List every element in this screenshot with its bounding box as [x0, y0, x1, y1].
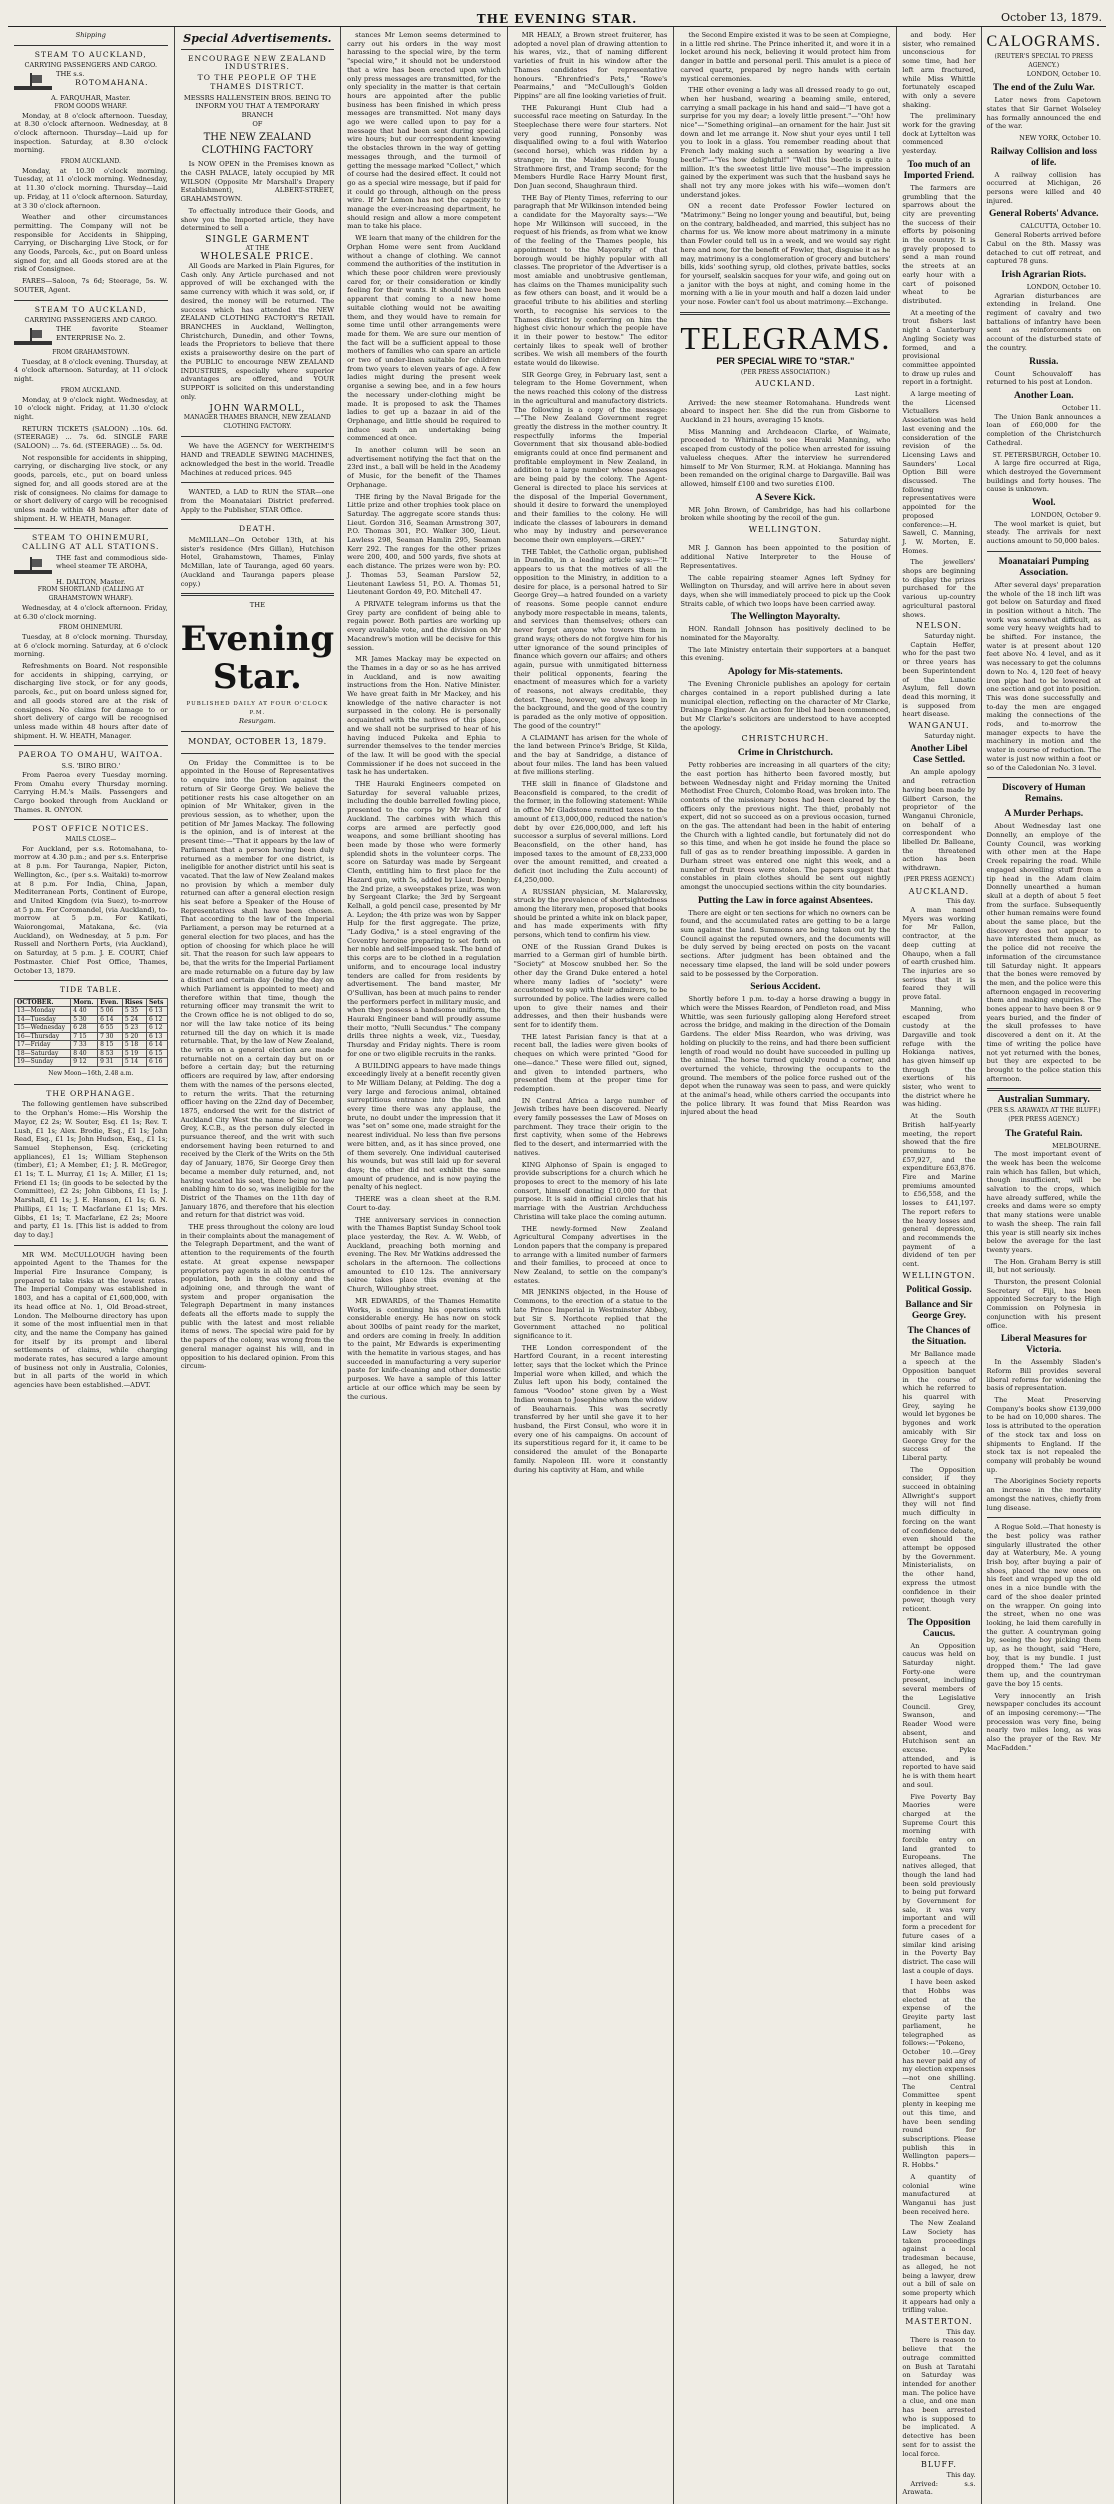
subcolumn-telegrams — [897, 27, 981, 2504]
headline: A Severe Kick. — [755, 492, 816, 503]
ship-ad-4-title: PAEROA TO OMAHU, WAITOA. — [18, 750, 164, 760]
news-paragraph: The Aborigines Society reports an increase in the mortality amongst the natives, chiefly from lung disease. — [986, 1477, 1101, 1512]
single-garment: SINGLE GARMENT — [205, 234, 310, 245]
headline: Ballance and Sir George Grey. — [905, 1299, 973, 1321]
tide-cell: 7 33 — [71, 1041, 98, 1050]
headline: The end of the Zulu War. — [992, 83, 1095, 94]
news-paragraph: THE Pakurangi Hunt Club had a successful race meeting on Saturday. In the Steeplechase there were four starters. Not very good running, Ponsonby was disqualified owing to a foul with Waterloo (second horse), which was ridden by a stranger; in the Maiden Hurdle Young Strathmore first, and Tramp second; for the Members Hurdle Race Harry Mount first, Don Juan second, Shaughraun third. — [513, 103, 668, 190]
telegram-text: Petty robberies are increasing in all quarters of the city; the east portion has hitherto been favored mostly, but between Wednesday night and Friday morning the United Methodist Free Church, Colombo Road, was broken into. The contents of the missionary boxes had been cleared by the officers only the previous night. The thief, probably not expert, did not so succeed as on a previous occasion, turned on the gas. The attendant had been in the habit of entering the Church with a lighted candle, but fortunately did not do so this time, and when he got inside he found the place so full of gas as to render breathing impossible. A garden in Durham street was entered one night this week, and a number of fruit trees were stolen. The papers suggest that constables in plain clothes should be sent out nightly amongst the unoccupied sections within the city boundaries. — [680, 761, 891, 891]
telegram-text: The New Zealand Law Society has taken proceedings against a local tradesman because, as alleged, he not being a lawyer, drew out a bill of sale on some property which it appears had only a trifling value. — [902, 2219, 976, 2315]
ship-ad-1-note: Weather and other circumstances permitting. The Company will not be responsible for Accidents in Shipping, Carrying, or Discharging Live Stock, or for any Goods, Parcels, &c., put on Board unless signed for, and all Goods stored are at the risk of Consignee. — [14, 213, 168, 274]
tide-cell: 5 19 — [122, 1049, 146, 1058]
tide-row — [15, 1049, 168, 1058]
factory-body: Is NOW OPEN in the Premises known as the CASH PALACE, lately occupied by MR WILSON (Opposite Mr Marshall's Drapery Establishment), ALBERT-STREET, GRAHAMSTOWN. — [180, 160, 335, 204]
ship-ad-2-sub: CARRYING PASSENGERS AND CARGO. — [24, 316, 158, 325]
cable-text: Later news from Capetown states that Sir Garnet Wolseley has formally announced the end of the war. — [986, 96, 1101, 131]
telegram-text: HON. Randall Johnson has positively declined to be nominated for the Mayoralty. — [680, 625, 891, 643]
headline: Crime in Christchurch. — [737, 748, 833, 759]
death-notice: McMILLAN—On October 13th, at his sister's residence (Mrs Gillan), Hutchison Hotel, Grahamstown, Thames, Finlay McMillan, late of Tauranga, aged 60 years. (Auckland and Tauranga papers please copy.) — [180, 536, 335, 588]
news-paragraph: A PRIVATE telegram informs us that the Grey party are confident of being able to regain power. Both parties are working up every available vote, and the division on Mr Macandrew's motion will be decisive for this session. — [347, 600, 501, 652]
headline: Putting the Law in force against Absentees. — [697, 895, 873, 906]
death-title: DEATH. — [238, 524, 276, 534]
editorial-grey-petition: On Friday the Committee is to be appointed in the House of Representatives to enquire into the petition against the return of Sir George Grey. We believe the petitioner rests his case altogether on an opinion of Mr Whitaker, given in the previous session, as to whether, upon the petition of Mr James Mackay. The following is the opinion, and is of interest at the present time:—"That it appears by the law of Parliament that a person having been duly returned as a member for one district, is ineligible for another district until his seat is vacated. That the law of New Zealand makes no provision by which a member duly returned can after a general election resign his seat before a Speaker of the House of Representatives shall have been chosen. That according to the law of the Imperial Parliament, a person may be returned at a general election for two places, and has the option of choosing for which place he will sit. That the reason for such law appears to be, that the writs for the Imperial Parliament are made returnable on a future day by law a distinct and certain day (being the day on which Parliament is appointed to meet) and therefore within that time, though the returning officer may transmit the writ to the Crown office he is not obliged to do so, nor will the law take notice of its being returned till the day on which it is made returnable. That, by the law of New Zealand, the writs on a general election are made returnable not on a certain day but on or before a certain day; but the returning officers are required by law, after endorsing them with the names of the persons elected, to return the writs. That the returning officer having on the 22nd day of December, 1875, endorsed the writ for the district of Auckland City West the name of Sir George Grey, K.C.B., as the person duly elected in pursuance thereof, and the writ with such endorsement having been returned to and received by the Clerk of the Writs on the 5th day of January, 1876, Sir George Grey then became a member duly returned, and, not having vacated his seat, there being no law enabling him to do so, was ineligible for the District of the Thames on the 11th day of January 1876, and therefore that his election and return for that district was void. — [180, 758, 335, 1220]
telegram-text: A quantity of colonial wine manufactured at Wanganui has just been received here. — [902, 2172, 976, 2216]
dateline-auckland: AUCKLAND. — [908, 886, 970, 896]
tide-cell: 6 28 — [71, 1024, 98, 1033]
published-line: PUBLISHED DAILY AT FOUR O'CLOCK P.M. — [186, 700, 329, 716]
encourage-sub: TO THE PEOPLE OF THE THAMES DISTRICT. — [197, 73, 318, 91]
news-paragraph: THE London correspondent of the Hartford Courant, in a recent interesting letter, says that the locket which the Prince Imperial wore when killed, and which the Zulus left upon his body, contained the famous "Voodoo" stone given by a West Indian woman to Josephine whom the widow of Beauharnais. This was secretly transferred by her until she gave it to her husband, the First Consul, who wore it in every one of his campaigns. On account of its superstitious regard for it, it came to be considered the amulet of the Bonaparte family. Napoleon III. wore it constantly during his captivity at Ham, and while — [513, 1343, 668, 1474]
steamship-icon — [14, 327, 52, 347]
dateline-new-york: NEW YORK, October 10. — [1019, 133, 1101, 142]
column-shipping — [8, 27, 175, 2504]
ship-ad-2-from-1: FROM GRAHAMSTOWN. — [52, 348, 130, 356]
press-association: (PER PRESS ASSOCIATION.) — [740, 368, 830, 376]
per-arawata: (PER S.S. ARAWATA AT THE BLUFF.) — [986, 1107, 1101, 1115]
post-office-sub: MAILS CLOSE— — [65, 836, 117, 844]
ship-ad-2-title: STEAM TO AUCKLAND, — [34, 304, 147, 314]
tide-cell: 19—Sunday — [15, 1058, 71, 1067]
telegram-text: Mr Ballance made a speech at the Opposition banquet in the course of which he referred to his quarrel with Grey, saying he would let bygones be bygones and work amicably with Sir George Grey for the success of the Liberal party. — [902, 1349, 976, 1462]
tide-cell: 13—Monday — [15, 1007, 71, 1016]
ship-ad-2-schedule-1: Tuesday, at 8 o'clock evening. Thursday, at 4 o'clock afternoon. Saturday, at 11 o'clock night. — [14, 357, 168, 384]
dateline-auckland: AUCKLAND. — [755, 379, 816, 389]
subcolumn-cables — [982, 27, 1106, 2504]
dateline-wellington: WELLINGTON. — [748, 525, 822, 535]
column-advertisements — [175, 27, 342, 2504]
steamship-icon — [14, 556, 52, 576]
tide-header-cell: OCTOBER. — [15, 998, 71, 1007]
wanted-ad: WANTED, a LAD to RUN the STAR—one from the Moanataiari District preferred. Apply to the Publisher, STAR Office. — [180, 488, 335, 514]
tide-cell: 7 30 — [98, 1032, 123, 1041]
orphanage-title: THE ORPHANAGE. — [46, 1088, 136, 1098]
headline: Another Libel Case Settled. — [910, 744, 968, 766]
paper-name: Evening Star. — [180, 618, 335, 697]
telegram-text: Five Poverty Bay Maories were charged at the Supreme Court this morning with forcible entry on land granted to Europeans. The natives alleged, that though the land had been sold previously to being put forward by Government for sale, it was very important and will form a precedent for future cases of a similar kind arising in the Poverty Bay district. The case will last a couple of days. — [902, 1792, 976, 1975]
tide-header-cell: Rises — [122, 998, 146, 1007]
telegram-text: I have been asked that Hobbs was elected at the expense of the Greyite party last parliament, he telegraphed as follows:—"Pokeno, October 10.—Grey has never paid any of my election expenses—not one shilling. The Central Committee spent plenty in keeping me out this time, and have been sending round for subscriptions. Please publish this in Wellington papers—R. Hobbs." — [902, 1978, 976, 2170]
ship-ad-3-title: STEAM TO OHINEMURI, CALLING AT ALL STATIONS. — [22, 533, 160, 552]
ship-ad-1-schedule-1: Monday, at 8 o'clock afternoon. Tuesday, at 8.30 o'clock afternoon. Wednesday, at 8 o'clock afternoon. Thursday—Laid up for inspection. Saturday, at 8.30 o'clock morning. — [14, 111, 168, 155]
steamship-icon — [14, 72, 52, 92]
column-telegrams — [674, 27, 897, 2504]
news-paragraph: MR James Mackay may be expected on the Thames in a day or so as he has arrived in Auckland, and is now awaiting instructions from the Hon. Native Minister. We have great faith in Mr Mackey, and his knowledge of the native character is not surpassed in the colony. He is personally acquainted with the natives of this place, and we shall not be surprised to hear of his having induced Pukeka and Ephia to surrender themselves to the tender mercies of the law. It will be good with the special Commissioner if he does not succeed in the task he has undertaken. — [347, 655, 501, 777]
headline: General Roberts' Advance. — [989, 209, 1099, 220]
cable-text: The Union Bank announces a loan of £60,000 for the completion of the Christchurch Cathedral. — [986, 412, 1101, 447]
australian-summary-heading: Australian Summary. — [997, 1094, 1090, 1106]
headline: The Opposition Caucus. — [907, 1617, 971, 1639]
telegram-text: The Evening Chronicle publishes an apology for certain charges contained in a report published during a late municipal election, reflecting on the character of Mr Clarke, Drainage Engineer. An action for libel had been commenced, but Mr Clarke's solicitors are understood to have accepted the apology. — [680, 680, 891, 732]
special-wire-heading: PER SPECIAL WIRE TO "STAR." — [716, 355, 855, 366]
dateline-masterton: MASTERTON. — [905, 2317, 973, 2327]
news-paragraph: The Meat Preserving Company's books show £139,000 to be had on 10,000 shares. The loss is attributed to the operation of the stock tax and loss on shipments to England. If the stock tax is not repealed the company will probably be wound up. — [986, 1396, 1101, 1474]
tide-cell: 6 13 — [147, 1032, 168, 1041]
press-agency: (PER PRESS AGENCY.) — [1008, 1115, 1080, 1123]
paper-the: THE — [249, 601, 265, 610]
ship-ad-3-note: Refreshments on Board. Not responsible for accidents in shipping, carrying, or discharging live stock, or for any goods, parcels, &c., put on board unless signed for, and all goods stored are at the risk of consignees. No claims for damage to or short delivery of cargo will be recognised unless made within 48 hours after date of shipment. H. W. HEATH, Manager. — [14, 662, 168, 740]
tide-cell: 16—Thursday — [15, 1032, 71, 1041]
tide-row — [15, 1007, 168, 1016]
dateline-date: October 11. — [1061, 403, 1101, 412]
dateline-time: Last night. — [854, 389, 891, 398]
tide-table — [14, 998, 168, 1067]
news-paragraph: THE skill in finance of Gladstone and Beaconsfield is compared, to the credit of the former, in the following statement: While in office Mr Gladstone remitted taxes to the amount of £13,000,000, reduced the nation's debt by over £26,000,000, and left his successor a surplus of several millions. Lord Beaconsfield, on the other hand, has imposed taxes to the amount of £8,233,000 over the amount remitted, and created a deficit (not including the Zulu account) of £4,250,000. — [513, 780, 668, 884]
tide-header-cell: Sets — [147, 998, 168, 1007]
tide-header-cell: Even. — [98, 998, 123, 1007]
ship-ad-1-schedule-2: Monday, at 10.30 o'clock morning. Tuesday, at 11 o'clock morning. Wednesday, at 11.30 o'clock morning. Thursday—Laid up. Friday, at 11 o'clock afternoon. Saturday, at 3 30 o'clock afternoon. — [14, 166, 168, 210]
tide-cell: 6 14 — [98, 1015, 123, 1024]
tide-cell: 17—Friday — [15, 1041, 71, 1050]
tide-row — [15, 1024, 168, 1033]
tide-cell: 6 12 — [147, 1015, 168, 1024]
tide-cell: 5 18 — [122, 1041, 146, 1050]
tide-cell: 5 06 — [98, 1007, 123, 1016]
telegram-text: The farmers are grumbling that the sparrows about the city are preventing the success of their efforts by poisoning in the country. It is gravely proposed to send a man round the streets at an early hour with a cart of poisoned wheat to be distributed. — [902, 183, 976, 305]
dateline-london: LONDON, October 10. — [1026, 70, 1101, 79]
dateline-nelson: NELSON. — [915, 621, 963, 631]
news-paragraph: stances Mr Lemon seems determined to carry out his orders in the way most harassing to the special wire, by the term "special wire," it should not be understood that a wire has been erected upon which only press messages are transmitted, for the only speciality in the matter is that certain hours are appointed after the public business has been finished in which press messages are transmitted. Not many days ago we were called upon to pay for a message that had been sent during special wire hours; but our correspondent knowing the obstacles thrown in the way of getting messages through, and the turmoil of getting the message marked "Collect," which of course had the desired effect. It could not go as a special wire message, but if paid for it could go through, although on the press wire. If Mr Lemon has not the capacity to manage the ever-increasing department, he should resign and allow a more competent man to take his place. — [347, 31, 501, 231]
insurance-notice: MR WM. McCULLOUGH having been appointed Agent to the Thames for the Imperial Fire Insurance Company, is prepared to take risks at the lowest rates. The Imperial Company was established in 1803, and has a capital of £1,600,000, with its head office at No. 1, Old Broad-street, London. The Melbourne directory has upon it some of the most influential men in that city, and the name the Company has gained for itself by its prompt and liberal settlements of claims, while charging moderate rates, has secured a large amount of business not only in Australia, Colonies, but in all parts of the world in which agencies have been established.—ADVT. — [14, 1250, 168, 1390]
tide-cell: 6 55 — [98, 1024, 123, 1033]
news-paragraph: A RUSSIAN physician, M. Malarevsky, struck by the prevalence of shortsightedness among the literary men, proposed that books should be printed a white ink on black paper, and has made experiments with fifty persons, which tend to confirm his view. — [513, 887, 668, 940]
tide-cell: 9 31 — [98, 1058, 123, 1067]
telegrams-heading: TELEGRAMS. — [680, 319, 891, 356]
dateline-time: Saturday night. — [924, 731, 976, 740]
dateline-bluff: BLUFF. — [920, 2460, 957, 2470]
telegram-text: MR John Brown, of Cambridge, has had his collarbone broken while shooting by the recoil of the gun. — [680, 505, 891, 523]
dateline-calcutta: CALCUTTA, October 10. — [1020, 222, 1101, 231]
telegram-text: Arrived: s.s. Arawata. — [902, 2479, 976, 2497]
headline: Moanataiari Pumping Association. — [998, 556, 1089, 578]
news-paragraph: In the Assembly Sladen's Reform Bill provides several liberal reforms for widening the basis of representation. — [986, 1358, 1101, 1393]
tide-row — [15, 1015, 168, 1024]
tide-cell: 14—Tuesday — [15, 1015, 71, 1024]
special-ads-heading: Special Advertisements. — [183, 32, 332, 45]
tide-cell: 9 12 — [71, 1058, 98, 1067]
headline: Liberal Measures for Victoria. — [1000, 1334, 1087, 1356]
telegram-text: Captain Heffer, who for the past two or three years has been Superintendent of the Lunatic Asylum, fell down dead this morning, it is supposed from heart disease. — [902, 640, 976, 719]
news-paragraph: THE Hauraki Engineers competed on Saturday for several valuable prizes, including the double barrelled fowling piece, presented to the corps by Mr Hazard of Auckland. The carbines with which this corps are armed are perfectly good weapons, and some brilliant shooting has been made by those who were formerly splendid shots in the volunteer corps. The score on Saturday was made by Sergeant Clenth, entitling him to first place for the Hazard gun, with 5s, added by Lieut. Denby; the 2nd prize, a sweepstakes prize, was won by Sergeant Clarke; the 3rd by Sergeant Kelhall, a gold pencil case, presented by Mr A. Leydon; the 4th prize was won by Sapper Hulp for the first aggregate. The prize, "Lady Godiva," is a steel engraving of the Coventry heroine preparing to set forth on her noble and self-imposed task. The band of this corps are to be clothed in a regulation uniform, and to encourage local industry tenders are called for from residents by advertisement. The band master, Mr O'Sullivan, has been at much pains to render the performers perfect in military music, and when they possess a handsome uniform, the Hauraki Engineer band will proudly assume their motto, "Nulli Secundus." The company drills three nights a week, viz., Tuesday, Thursday and Friday nights. There is room for one or two eligible recruits in the ranks. — [347, 780, 501, 1058]
news-paragraph: MR EDWARDS, of the Thames Hematite Works, is continuing his operations with considerable energy. He has now on stock about 300lbs of paint ready for the market, and orders are coming in freely. In addition to the paint, Mr Edwards is experimenting with the hematite in various stages, and has succeeded in manufacturing a very superior paste for knife-cleaning and other domestic purposes. We have a sample of this latter article at our office which may be seen by the curious. — [347, 1296, 501, 1401]
ship-ad-1-sub: CARRYING PASSENGERS AND CARGO. — [24, 61, 158, 70]
news-paragraph: Very innocently an Irish newspaper concludes its account of an imposing ceremony:—"The procession was very fine, being nearly two miles long, as was also the prayer of the Rev. Mr MacFadden." — [986, 1691, 1101, 1752]
telegram-text: The preliminary work for the graving dock at Lyttelton was commenced yesterday. — [902, 112, 976, 156]
ship-ad-1-fares: FARES—Saloon, 7s 6d; Steerage, 5s. W. SOUTER, Agent. — [14, 277, 168, 294]
tide-cell: 18—Saturday — [15, 1049, 71, 1058]
masthead — [8, 6, 1106, 27]
ship-ad-3-schedule-2: Tuesday, at 8 o'clock morning. Thursday, at 6 o'clock morning. Saturday, at 6 o'clock morning. — [14, 632, 168, 659]
ship-ad-2-note: Not responsible for accidents in shipping, carrying, or discharging live stock, or any goods, parcels, etc., put on board unless signed for, and all goods stored are at the risk of consignees. No claims for damage to or short delivery of cargo will be recognised unless made within 48 hours after date of shipment. H. W. HEATH, Manager. — [14, 453, 168, 523]
dateline-wanganui: WANGANUI. — [908, 721, 970, 731]
telegram-text: Shortly before 1 p.m. to-day a horse drawing a buggy in which were the Misses Reardon, of Pendleton road, and Miss Whittle, was seen furiously galloping along Hereford street across the bridge, and making in the direction of the Domain Gardens. The elder Miss Reardon, who was driving, was holding on pluckily to the reins, and had there been sufficient length of road would no doubt have succeeded in pulling up the animal. The horse turned quickly round a corner, and overturned the vehicle, throwing the occupants to the ground. The members of the police force rushed out of the depot when the runaway was seen to pass, and were quickly at the animal's head, while others carried the occupants into the police library. It was found that Miss Reardon was injured about the head — [680, 995, 891, 1117]
tide-cell: 6 16 — [147, 1058, 168, 1067]
telegram-text: There is reason to believe that the outrage committed on Bush at Taratahi on Saturday was intended for another man. The police have a clue, and one man has been arrested who is supposed to be implicated. A detective has been sent for to assist the local force. — [902, 2336, 976, 2458]
manager-name: JOHN WARMOLL, — [209, 404, 306, 415]
encourage-body: MESSRS HALLENSTEIN BROS. BEING TO INFORM YOU THAT A TEMPORARY BRANCH — [183, 93, 331, 119]
news-paragraph: A CLAIMANT has arisen for the whole of the land between Prince's Bridge, St Kilda, and the bay at Sandridge, a distance of about four miles. The land has been valued at five millions sterling. — [513, 733, 668, 777]
headline: The Wellington Mayoralty. — [730, 612, 841, 623]
headline: Political Gossip. — [906, 1284, 972, 1295]
dateline-time: This day. — [946, 897, 976, 906]
news-paragraph: WE learn that many of the children for the Orphan Home were sent from Auckland without a change of clothing. We cannot commend the authorities of the institution in which these poor children were previously cared for, or their consideration or kindly feeling for their wants. It should have been apparent that coming to a new home suitable clothing would not be awaiting them, and they would have to remain for some time until other arrangements were made for them. We are sure our mention of the fact will be a sufficient appeal to those mothers of families who can spare an article or two of under-linen suitable for children from two years to eleven years of age. A few ladies might during the present week organise a sewing bee, and in a few hours the necessary under-clothing might be made. It is proposed to ask the Thames ladies to get up a bazaar in aid of the Orphanage, and little should be required to induce such an undertaking being commenced at once. — [347, 234, 501, 443]
telegram-text: Manning, who escaped from custody at the Dargaville and took refuge with the Hokianga natives, has given himself up through the exertions of his sister, who went to the district where he was hiding. — [902, 1004, 976, 1109]
tide-row — [15, 1032, 168, 1041]
shipping-heading: Shipping — [75, 31, 106, 39]
news-paragraph: About Wednesday last one Donnelly, an employe of the County Council, was working with other men at the Hape Creek repairing the road. While engaged shovelling stuff from a tip head in the Adam claim Donnelly unearthed a human skull at a depth of about 5 feet from the surface. Subsequently other human remains were found about the same place, but the discovery does not appear to have interested them much, as the police did not receive the information of the circumstance till Saturday night. It appears that the bones were removed by the men, and the police were this afternoon engaged in recovering them and making enquiries. The bones appear to have been 8 or 9 years buried, and the finder of the skull professes to have discovered a dent on it. At the time of writing the police have not yet returned with the bones, but they are expected to be brought to the police station this afternoon. — [986, 822, 1101, 1083]
news-paragraph: THE anniversary services in connection with the Thames Baptist Sunday School took place yesterday, the Rev. A. W. Webb, of Auckland, preaching both morning and evening. The Rev. Mr Watkins addressed the scholars in the afternoon. The collections amounted to £10 12s. The anniversary soiree takes place this evening at the Church, Willoughby street. — [347, 1215, 501, 1294]
tide-cell: 6 15 — [147, 1049, 168, 1058]
headline: Discovery of Human Remains. — [1002, 783, 1086, 805]
news-paragraph: THE other evening a lady was all dressed ready to go out, when her husband, wearing a beaming smile, entered, carrying a small package in his hand and said—"I have got a surprise for you my dear; a lovely little present."—"Oh! how nice"—"Something original—an ornament for the hair. Just sit down and let me arrange it. Now shut your eyes until I tell you to look in a glass. You remember reading about that French lady making such a sensation by wearing a live beetle?"—"Yes how delightful!" "Well this beetle is quite a million. It's the sweetest little live mouse"—The impression gained by the experiment was such that the husband says he shall not try any more jokes with his wife—women don't understand jokes. — [680, 86, 891, 199]
cable-text: The wool market is quiet, but steady. The arrivals for next auctions amount to 50,000 bales. — [986, 519, 1101, 546]
factory-name: THE NEW ZEALAND CLOTHING FACTORY — [201, 132, 314, 157]
dateline-time: This day. — [946, 2471, 976, 2479]
ship-ad-1-name: ROTOMAHANA. — [75, 77, 149, 87]
ship-ad-3-master: H. DALTON, Master. — [56, 577, 126, 586]
news-paragraph: SIR George Grey, in February last, sent a telegram to the Home Government, when the news reached this colony of the distress in the agricultural and manufactory districts. The following is a copy of the message:—"The New Zealand Government regret greatly the distress in the mother country. It respectfully informs the Imperial Government that six thousand able-bodied emigrants could at once find permanent and profitable employment in New Zealand, in addition to a large number whose passages are being paid by the colony. The Agent-General is directed to place his services at the disposal of the Imperial Government, should it desire to forward the unemployed and their families to the colony. He will indicate the classes of labourers in demand who may by industry and perseverance become their own employers.—GREY." — [513, 370, 668, 545]
news-paragraph: THE latest Parisian fancy is that at a recent ball, the ladies were given books of cheques on which were printed "Good for one—dance." These were filled out, signed, and given to intended partners, who presented them at the proper time for redemption. — [513, 1032, 668, 1093]
telegram-text: A large meeting of the Licensed Victuallers Association was held last evening and the consideration of the revision of the Licensing Laws and Saunders' Local Option Bill were discussed. The following representatives were appointed for the proposed conference:—H. Sawell, C. Manning, J. W. Morten, E. Homes. — [902, 390, 976, 555]
news-paragraph: MR JENKINS objected, in the House of Commons, to the erection of a statue to the late Prince Imperial in Westminster Abbey, but Sir S. Northcote replied that the Government attached no political significance to it. — [513, 1288, 668, 1340]
ship-ad-2-from-2: FROM AUCKLAND. — [60, 386, 121, 394]
headline: The Chances of the Situation. — [907, 1325, 971, 1347]
factory-body-3: All Goods are Marked in Plain Figures, for Cash only. Any Article purchased and not approved of will be exchanged with the same currency with which it was sold, or, if desired, the money will be returned. The success which has attended the NEW ZEALAND CLOTHING FACTORY'S RETAIL BRANCHES in Auckland, Wellington, Christchurch, Dunedin, and other Towns, leads the Proprietors to believe that there exists a praiseworthy desire on the part of the PUBLIC to encourage NEW ZEALAND INDUSTRIES, especially where superior advantages are offered, and YOUR SUPPORT is solicited on this understanding only. — [180, 262, 335, 401]
orphanage-text: The following gentlemen have subscribed to the Orphan's Home:—His Worship the Mayor, £2 2s; W. Souter, Esq. £1 1s; Rev. T. Lush, £1 1s; Alex. Brodie, Esq., £1 1s; John Read, Esq., £1 1s; John Hudson, Esq., £1 1s; Samuel Stephenson, Esq. (cricketing appliances), £1 1s; William Stephenson (timber), £1; A Member, £1; J. R. McGregor, £1 1s; T. L. Murray, £1 1s; A. Miller, £1 1s; Friend £1 1s; (in goods to be selected by the Committee), £2 2s; John Gibbons, £1 1s; J. Marshall, £1 1s; J. E. Hanson, £1 1s; G. N. Phillips, £1 1s; T. Macfarlane £1 1s; Mrs. Gibbs, £1 1s; T. Macfarlane, £2 2s; Moore and party, £1 1s. [This list is added to from day to day.] — [14, 1100, 168, 1239]
news-paragraph: KING Alphonso of Spain is engaged to provide subscriptions for a church which he proposes to erect to the memory of his late consort, himself donating £10,000 for that purpose. It is said in official circles that his marriage with the Austrian Archduchess Christina will take place the coming autumn. — [513, 1160, 668, 1221]
tide-row — [15, 1041, 168, 1050]
ship-ad-1-master: A. FARQUHAR, Master. — [51, 94, 131, 103]
tide-row — [15, 1058, 168, 1067]
news-paragraph: Thurston, the present Colonial Secretary of Fiji, has been appointed Secretary to the High Commission on Polynesia in conjunction with his present office. — [986, 1278, 1101, 1330]
telegram-text: At a meeting of the trout fishers last night a Canterbury Angling Society was formed, and a provisional committee appointed to draw up rules and report in a fortnight. — [902, 308, 976, 387]
tide-cell: 15—Wednesday — [15, 1024, 71, 1033]
encourage-title: ENCOURAGE NEW ZEALAND INDUSTRIES. — [187, 53, 327, 72]
news-paragraph: A Rogue Sold.—That honesty is the best policy was rather singularly illustrated the other day at Waterbury, Me. A young Irish boy, after buying a pair of shoes, placed the new ones on his feet and wrapped up the old ones in a nice bundle with the card of the shoe dealer printed on the wrapper. On going into the street, when no one was looking, he laid them carefully in the gutter. A countryman going by, seeing the boy picking them up, as he thought, said "Here, boy, that is my bundle. I just dropped them." The lad gave them up, and the countryman gave the boy 15 cents. — [986, 1523, 1101, 1688]
dateline-time: This day. — [946, 2327, 976, 2336]
at-the: AT THE — [245, 244, 270, 252]
factory-body-2: To effectually introduce their Goods, and show you the Imported article, they have determined to sell a — [180, 206, 335, 233]
headline: Railway Collision and loss of life. — [990, 146, 1097, 168]
headline: A Murder Perhaps. — [1004, 809, 1084, 820]
tide-cell: 8 53 — [98, 1049, 123, 1058]
cable-text: General Roberts arrived before Cabul on the 8th. Massy was detached to cut off retreat, and captured 78 guns. — [986, 231, 1101, 266]
headline: The Grateful Rain. — [1005, 1128, 1083, 1139]
news-paragraph: THE firing by the Naval Brigade for the Little prize and other trophies took place on Saturday. The aggregate score stands thus: Lieut. Gordon 316, Seaman Armstrong 307, P.O. Thomas 301, P.O. Walker 300, Lieut. Lawless 298, Seaman Hamlin 295, Seaman Kerr 292. The ranges for the other prizes were 200, 400, and 500 yards, five shots at each distance. The prizes were won by: P.O. J. Thomas 53, Seaman Parslow 52, Lieutenant Lawless 51, P.O. A. Thomas 51, Lieutenant Gordon 49, P.O. Mitchell 47. — [347, 492, 501, 597]
wholesale-price: WHOLESALE PRICE. — [200, 252, 315, 263]
ship-ad-1-from-2: FROM AUCKLAND. — [60, 158, 121, 166]
dateline-christchurch: CHRISTCHURCH. — [741, 734, 830, 744]
headline: Russia. — [1029, 356, 1059, 367]
news-paragraph: ONE of the Russian Grand Dukes is married to a German girl of humble birth. "Society" at Moscow snubbed her. So the other day the Grand Duke entered a hotel where many ladies of "society" were accustomed to sup with their admirers, to be surrounded by police. The ladies were called upon to give their names and their addresses, and then their husbands were sent for to identify them. — [513, 942, 668, 1030]
calograms-heading: CALOGRAMS. — [986, 33, 1101, 50]
ship-ad-1-label: THE s.s. — [56, 70, 85, 79]
telegram-text: MR J. Gannon has been appointed to the position of additional Native Interpreter to the House of Representatives. — [680, 544, 891, 570]
headline: Serious Accident. — [750, 982, 821, 993]
cable-text: Agrarian disturbances are extending in Ireland. One regiment of cavalry and two battalions of infantry have been sent as reinforcements on account of the disturbed state of the country. — [986, 291, 1101, 352]
tide-table-title: TIDE TABLE. — [59, 985, 122, 995]
telegram-text: The cable repairing steamer Agnes left Sydney for Wellington on Thursday, and will arrive here in about seven days, when she will immediately proceed to pick up the Cook Straits cable, of which two loops have been carried away. — [680, 573, 891, 608]
ship-ad-3-name: THE fast and commodious side-wheel steamer TE AROHA, — [56, 553, 168, 571]
post-office-title: POST OFFICE NOTICES. — [32, 824, 150, 834]
news-paragraph: In another column will be seen an advertisement notifying the fact that on the 23rd inst., a ball will be held in the Academy of Music, for the benefit of the Thames Orphanage. — [347, 446, 501, 489]
headline: Another Loan. — [1014, 390, 1074, 401]
telegram-text: At the South British half-yearly meeting, the report showed that the fire premiums to be £57,927, and the expenditure £63,876. Fire and Marine premiums amounted to £56,558, and the losses to £41,197. The report refers to the heavy losses and general depression, and recommends the payment of a dividend of ten per cent. — [902, 1112, 976, 1269]
motto: Resurgam. — [239, 717, 276, 726]
column-local-news — [341, 27, 508, 2504]
headline: Apology for Mis-statements. — [728, 667, 843, 678]
issue-date: MONDAY, OCTOBER 13, 1879. — [188, 737, 327, 747]
dateline-london: LONDON, October 10. — [1026, 282, 1101, 291]
dateline-time: Saturday night. — [924, 632, 976, 640]
column-general-news — [508, 27, 675, 2504]
masthead-date: October 13, 1879. — [1000, 11, 1102, 24]
telegram-text: An ample apology and retraction having been made by Gilbert Carson, the proprietor of the Wanganui Chronicle, on behalf of a correspondent who libelled Dr. Balleane, the threatened action has been withdrawn. — [902, 768, 976, 873]
telegram-text: The late Ministry entertain their supporters at a banquet this evening. — [680, 645, 891, 663]
tide-cell: 5 14 — [122, 1058, 146, 1067]
dateline-wellington: WELLINGTON. — [902, 1270, 976, 1280]
tide-cell: 6 12 — [147, 1024, 168, 1033]
press-agency: (PER PRESS AGENCY.) — [903, 875, 975, 883]
post-office-text: For Auckland, per s.s. Rotomahana, to-morrow at 4.30 p.m.; and per s.s. Enterprise at 8 p.m. For Tauranga, Napier, Picton, Wellington, &c., (per s.s. Waitaki) to-morrow at 8 p.m. For India, China, Japan, Mediterranean Ports, Continent of Europe, and United Kingdom (via Suez), to-morrow at 5 p.m. For Coromandel, (via Auckland), to-morrow at 5 p.m. For Katikati, Waiorongomai, Matakana, &c. (via Auckland), on Wednesday, at 5 p.m. For Russell and Northern Ports, (via Auckland), on Saturday, at 5 p.m. J. E. COURT, Chief Postmaster. Chief Post Office, Thames, October 13, 1879. — [14, 844, 168, 975]
telegram-text: An Opposition caucus was held on Saturday night. Forty-one were present, including several members of the Legislative Council. Grey, Swanson, and Reader Wood were absent, and Hutchison sent an excuse. Pyke attended, and is reported to have said he is with them heart and soul. — [902, 1641, 976, 1789]
news-paragraph: the Second Empire existed it was to be seen at Compiegne, in a little red shrine. The Prince inherited it, and wore it in a locket around his neck, believing it would protect him from danger in battle and personal peril. This amulet is a piece of carved quartz, prepared by negro hands with certain mystical ceremonies. — [680, 31, 891, 83]
ship-ad-2-name: THE favorite Steamer ENTERPRISE No. 2. — [56, 324, 168, 342]
dateline-st-petersburgh: ST. PETERSBURGH, October 10. — [992, 450, 1101, 459]
manager-title: MANAGER THAMES BRANCH, NEW ZEALAND CLOTHING FACTORY. — [183, 414, 331, 430]
news-paragraph: IN Central Africa a large number of Jewish tribes have been discovered. Nearly every family possesses the Law of Moses on parchment. They trace their origin to the first captivity, when some of the Hebrews fled to the desert, and intermarried with the natives. — [513, 1096, 668, 1157]
headline: Wool. — [1032, 498, 1056, 509]
ship-ad-4-text: From Paeroa every Tuesday morning. From Omahu every Thursday morning. Carrying H.M.'s Mails. Passengers and Cargo booked through from Auckland or Thames. R. ONYON. — [14, 770, 168, 814]
masthead-title: THE EVENING STAR. — [476, 12, 638, 26]
editorial-telegraph: THE press throughout the colony are loud in their complaints about the management of the Telegraph Department, and the want of attention to the requirements of the fourth estate. At great expense newspaper proprietors pay agents in all the centres of population, both in the colony and the adjoining one, and through the want of system and proper organisation the Telegraph Department in many instances defeats all the efforts made to supply the public with the latest and most reliable items of news. The special wire paid for by the papers of the colony, was wrong from the general manager against his will, and in opposition to his declared opinion. From this circum- — [180, 1223, 335, 1371]
cable-text: Count Schouvaloff has returned to his post at London. — [986, 369, 1101, 387]
tide-cell: 8 40 — [71, 1049, 98, 1058]
tide-cell: 8 15 — [98, 1041, 123, 1050]
news-paragraph: THE newly-formed New Zealand Agricultural Company advertises in the London papers that the company is prepared to arrange with a limited number of farmers and their families, to proceed at once to New Zealand, to settle on the company's estates. — [513, 1224, 668, 1285]
headline: Irish Agrarian Riots. — [1001, 269, 1087, 280]
news-paragraph: A BUILDING appears to have made things exceedingly lively at a benefit recently given to Mr William Delany, at Pelding. The dog a very large and ferocious animal, obtained surreptitious entrance into the hall, and every time there was any applause, the brute, no doubt under the impression that it was "set on" some one, made straight for the nearest individual. No less than five persons were bitten, and, as it has since proved, one of them severely. One individual cauterised his wounds, but was still laid up for several days; the other did not exhibit the same amount of prudence, and is now paying the penalty of his neglect. — [347, 1061, 501, 1192]
tide-cell: 5 35 — [122, 1007, 146, 1016]
tide-cell: 5 20 — [122, 1032, 146, 1041]
telegram-text: There are eight or ten sections for which no owners can be found, and the accumulated rates are getting to be a large sum against the land. Summons are being taken out by the Council against the reputed owners, and the documents will be duly served by being erected on posts on the vacant sections. After judgment has been obtained and the necessary time elapsed, the land will be sold under powers said to be possessed by the Corporation. — [680, 908, 891, 978]
telegram-text: The jewellers' shops are beginning to display the prizes purchased for the various up-country agricultural pastoral shows. — [902, 558, 976, 619]
ship-ad-3-schedule-1: Wednesday, at 4 o'clock afternoon. Friday, at 6.30 o'clock morning. — [14, 603, 168, 621]
tide-cell: 5 24 — [122, 1015, 146, 1024]
ship-ad-1-title: STEAM TO AUCKLAND, — [34, 49, 147, 59]
telegram-text: Arrived: the new steamer Rotomahana. Hundreds went aboard to inspect her. She did the run from Gisborne to Auckland in 21 hours, averaging 15 knots. — [680, 398, 891, 425]
tide-cell: 5 23 — [122, 1024, 146, 1033]
cable-text: A railway collision has occurred at Michigan, 26 persons were killed and 40 injured. — [986, 170, 1101, 205]
ship-ad-2-return-tickets: RETURN TICKETS (SALOON) ...10s. 6d. (STEERAGE) ... 7s. 6d. SINGLE FARE (SALOON) ... 7s. 6d. (STEERAGE) ... 5s. 0d. — [14, 424, 168, 451]
headline: Too much of an Imported Friend. — [903, 159, 975, 181]
news-paragraph: THE Tablet, the Catholic organ, published in Dunedin, in a leading article says:—"It appears to us that the motives of all the opposition to the Ministry, in addition to a desire for place, is a personal hatred to Sir George Grey—a hatred founded on a variety of reasons. Some people cannot endure anybody more respectable in means, talents, and services than themselves; others can never forget anyone who towers them in grand ways; others do not forgive him for his utter ignorance of the sound principles of finance which govern our affairs; and others again, pursue with unmitigated bitterness their political opponents, fearing the enactment of measures which for a variety of reasons, not always creditable, they detest. These, however, we always keep in the background, and the good of the country is paraded as the only motive of opposition. The good of the country!" — [513, 547, 668, 730]
column-telegrams-cables — [897, 27, 1106, 2504]
reuters-line: (REUTER'S SPECIAL TO PRESS AGENCY.) — [994, 53, 1093, 69]
news-paragraph: After several days' preparation the whole of the 18 inch lift was got below on Saturday and fixed in position without a hitch. The work was somewhat difficult, as some very heavy weights had to be shifted. For instance, the water is at present about 120 feet above No. 4 level, and as it was necessary to get the columns down to No. 4, 120 feet of heavy iron pipe had to be lowered at one section and got into position. This was done successfully and to-day the men are engaged making the connections of the rods, and to-morrow the manager expects to have the machinery in motion and the water in course of reduction. The water is just now within a foot or so of the Caledonian No. 3 level. — [986, 580, 1101, 772]
ship-ad-3-from-2: FROM OHINEMURI. — [58, 624, 123, 632]
news-paragraph: The Hon. Graham Berry is still ill, but not seriously. — [986, 1257, 1101, 1275]
news-paragraph: The most important event of the week has been the welcome rain which has fallen, but which, though insufficient, will be salvation to the crops, which have already suffered, while the creeks and dams were so empty that many stations were unable to wash the sheep. The rain fall this year is still nearly six inches below the average for the last twenty years. — [986, 1150, 1101, 1254]
news-paragraph: MR HEALY, a Brown street fruiterer, has adopted a novel plan of drawing attention to his wares, viz., that of naming different varieties of fruit in his window after the Thames candidates for representative honours. "Ehrenfried's Pets," "Rowe's Pearmains," and "McCullough's Golden Pippins" are all fine looking varieties of fruit. — [513, 31, 668, 100]
ship-ad-1-from-1: FROM GOODS WHARF. — [54, 102, 128, 110]
ship-ad-2-schedule-2: Monday, at 9 o'clock night. Wednesday, at 10 o'clock night. Friday, at 11.30 o'clock night. — [14, 395, 168, 421]
telegram-text: The Opposition consider, if they succeed in obtaining Allwright's support they will not find much difficulty in forcing on the want of confidence debate, even should the attempt be opposed by the Government. Ministerialists, on the other hand, express the utmost confidence in their power, though very reticent. — [902, 1465, 976, 1613]
telegram-text: A man named Myers was working for Mr Fallon, contractor, at the deep cutting at Ohaupo, when a fall of earth crushed him. The injuries are so serious that it is feared they will prove fatal. — [902, 905, 976, 1002]
tide-cell: 6 13 — [147, 1007, 168, 1016]
dateline-london: LONDON, October 9. — [1030, 511, 1101, 520]
tide-header-cell: Morn. — [71, 998, 98, 1007]
telegram-text: and body. Her sister, who remained unconscious for some time, had her left arm fractured, while Miss Whittle fortunately escaped with only a severe shaking. — [902, 31, 976, 109]
encourage-of: OF — [252, 119, 263, 128]
dateline-melbourne: MELBOURNE. — [1052, 1141, 1101, 1150]
tide-cell: 7 15 — [71, 1032, 98, 1041]
news-paragraph: ON a recent date Professor Fowler lectured on "Matrimony." Being no longer young and beautiful, but, being on the contrary, baldheaded, and married, this subject has no charms for us. We know more about matrimony in a minute than Fowler could tell us in a week, and we would say right here and now, for the benefit of Fowler, that, disguise it as he may, matrimony is a conglomeration of grocery and butchers' bills, kids' soothing syrup, old clothes, private battles, socks for yourself, sealskin sacques for your wife, and going out on a janitor with the boys at night, and coming home in the morning with a lie in your mouth and half a dozen laid under your nose. Fowler can't fool us about matrimony.—Exchange. — [680, 202, 891, 307]
cable-text: A large fire occurred at Riga, which destroyed the Government buildings and forty houses. The cause is unknown. — [986, 459, 1101, 494]
tide-cell: 5 30 — [71, 1015, 98, 1024]
tide-cell: 6 14 — [147, 1041, 168, 1050]
ship-ad-4-name: S.S. 'BIRO BIRO.' — [61, 762, 121, 771]
dateline-time: Saturday night. — [839, 535, 891, 544]
tide-moon: New Moon—16th, 2.48 a.m. — [48, 1069, 134, 1077]
news-paragraph: THERE was a clean sheet at the R.M. Court to-day. — [347, 1195, 501, 1212]
sewing-agency: We have the AGENCY for WERTHEIM'S HAND and TREADLE SEWING MACHINES, acknowledged the best in the world. Treadle Machines at reduced prices. 945 — [180, 442, 335, 477]
ship-ad-3-from-1: FROM SHORTLAND (CALLING AT GRAHAMSTOWN WHARF). — [37, 586, 144, 603]
news-paragraph: THE Bay of Plenty Times, referring to our paragraph that Mr Wilkinson intended being a candidate for the Mayoralty says:—"We hope Mr Wilkinson will succeed, in the request of his friends, as from what we know of the feeling of the Thames people, his appointment to the Mayoralty of that borough would be highly popular with all classes. The proprietor of the Advertiser is a most amiable and unobtrusive gentleman, has claims on the Thames municipality such as few others can boast, and it would be a graceful tribute to his abilities and sterling worth, to recognise his services to the Thames district by conferring on him the highest civic honour which the people have it in their power to bestow." The editor certainly likes to speak well of brother scribes. We wish all members of the fourth estate would do likewise. — [513, 193, 668, 368]
tide-cell: 4 40 — [71, 1007, 98, 1016]
telegram-text: Miss Manning and Archdeacon Clarke, of Waimate, proceeded to Whirinaki to see Hauraki Manning, who escaped from custody of the police when arrested for issuing valueless cheques. After the interview he surrendered himself to Mr Von Sturmer, R.M. at Hokianga. Manning has been remanded on the original charge to Dargaville. Bail was allowed, himself £100 and two sureties £100. — [680, 427, 891, 488]
